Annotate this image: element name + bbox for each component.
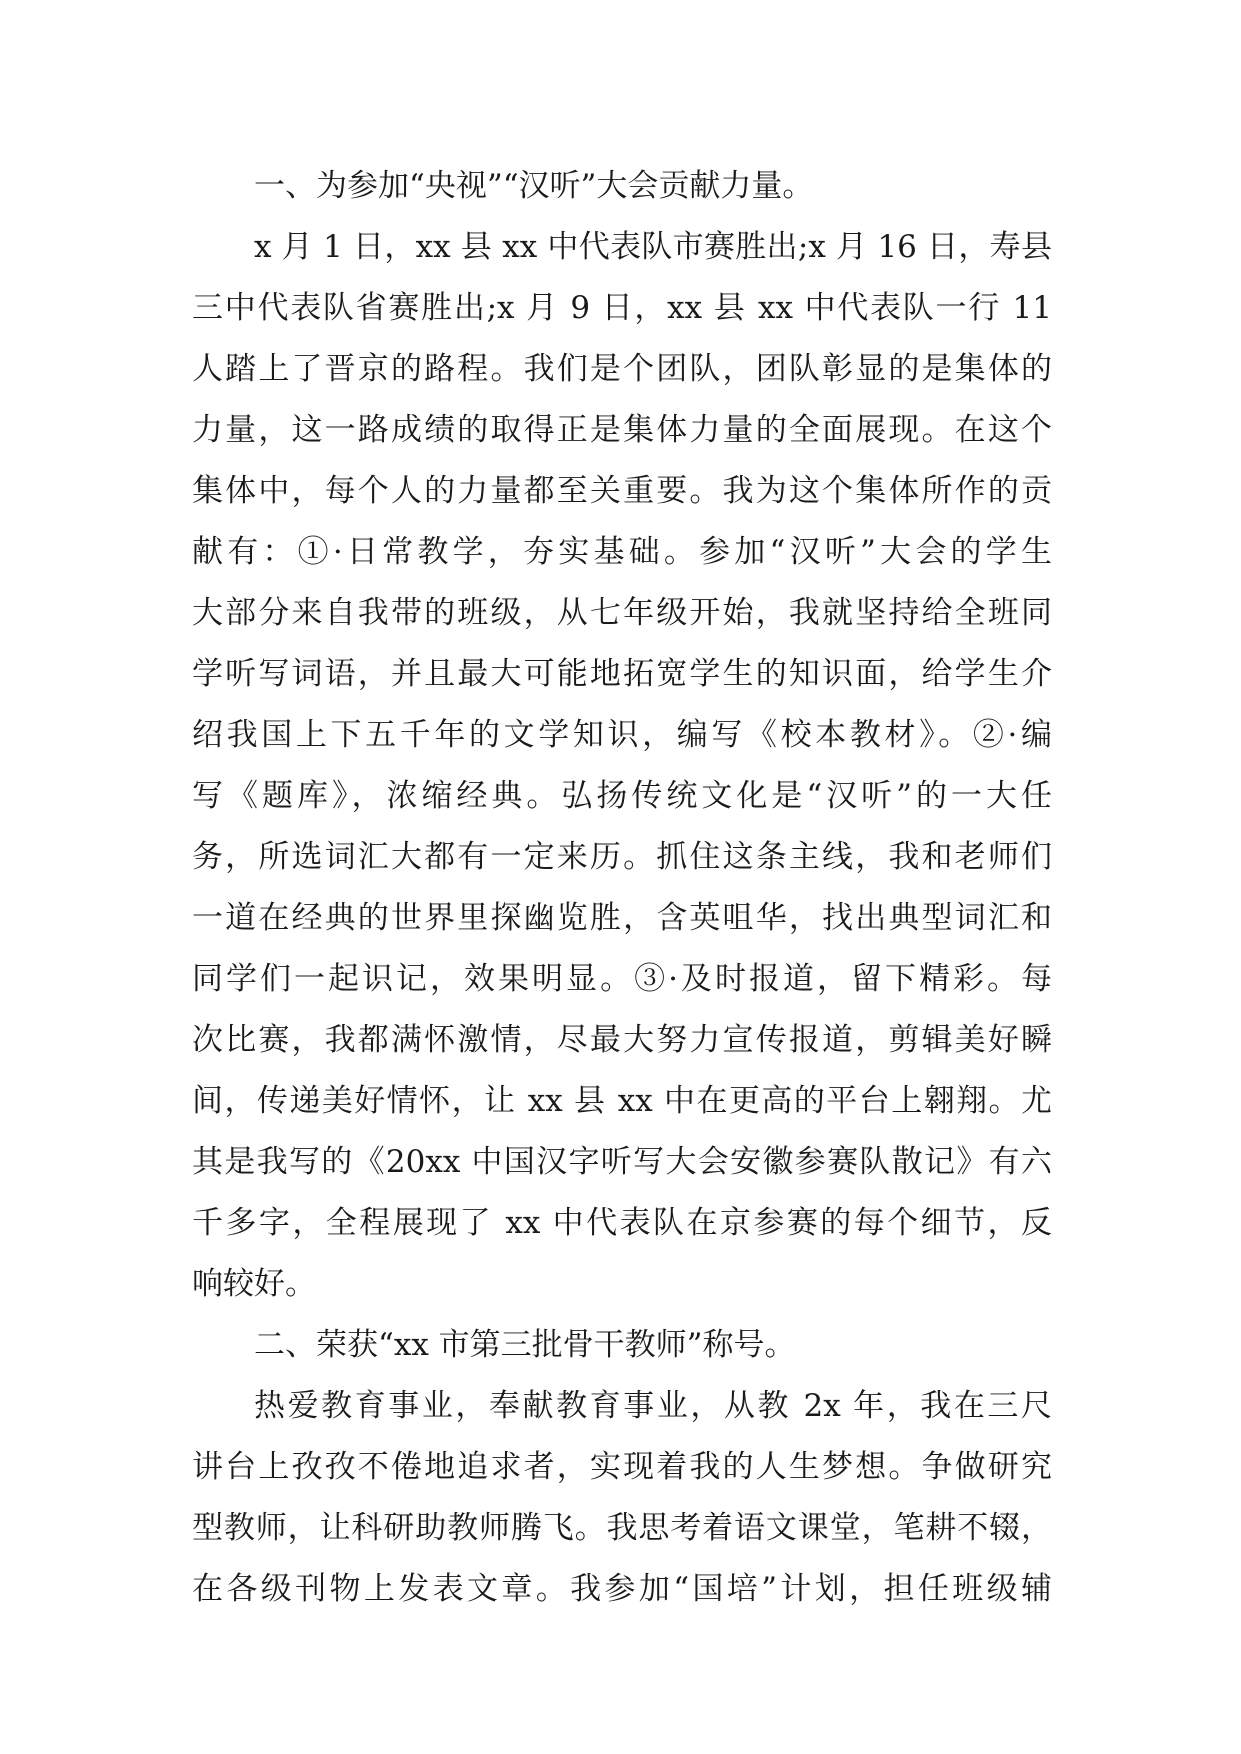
paragraph-line: 间，传递美好情怀，让 xx 县 xx 中在更高的平台上翱翔。尤	[192, 1083, 1052, 1119]
paragraph-line: 型教师，让科研助教师腾飞。我思考着语文课堂，笔耕不辍，	[192, 1510, 1052, 1546]
paragraph-line: 人踏上了晋京的路程。我们是个团队，团队彰显的是集体的	[192, 351, 1052, 387]
paragraph-line: 讲台上孜孜不倦地追求者，实现着我的人生梦想。争做研究	[192, 1449, 1052, 1485]
paragraph-line: 力量，这一路成绩的取得正是集体力量的全面展现。在这个	[192, 412, 1052, 448]
paragraph-line: 千多字，全程展现了 xx 中代表队在京参赛的每个细节，反	[192, 1205, 1052, 1241]
paragraph-line: 写《题库》，浓缩经典。弘扬传统文化是“汉听”的一大任	[192, 778, 1052, 814]
paragraph-line: 三中代表队省赛胜出;x 月 9 日，xx 县 xx 中代表队一行 11	[192, 290, 1052, 326]
paragraph-line: 热爱教育事业，奉献教育事业，从教 2x 年，我在三尺	[254, 1388, 1052, 1424]
paragraph-line: 同学们一起识记，效果明显。③·及时报道，留下精彩。每	[192, 961, 1052, 997]
paragraph-line: 次比赛，我都满怀激情，尽最大努力宣传报道，剪辑美好瞬	[192, 1022, 1052, 1058]
paragraph-line: 大部分来自我带的班级，从七年级开始，我就坚持给全班同	[192, 595, 1052, 631]
paragraph-line: 献有：①·日常教学，夯实基础。参加“汉听”大会的学生	[192, 534, 1052, 570]
paragraph-line: 绍我国上下五千年的文学知识，编写《校本教材》。②·编	[192, 717, 1052, 753]
paragraph-line: 学听写词语，并且最大可能地拓宽学生的知识面，给学生介	[192, 656, 1052, 692]
paragraph-line: 务，所选词汇大都有一定来历。抓住这条主线，我和老师们	[192, 839, 1052, 875]
section-heading-1: 一、为参加“央视”“汉听”大会贡献力量。	[254, 168, 814, 204]
paragraph-line: 集体中，每个人的力量都至关重要。我为这个集体所作的贡	[192, 473, 1052, 509]
paragraph-line: 其是我写的《20xx 中国汉字听写大会安徽参赛队散记》有六	[192, 1144, 1052, 1180]
paragraph-line: 响较好。	[192, 1266, 316, 1302]
paragraph-line: 一道在经典的世界里探幽览胜，含英咀华，找出典型词汇和	[192, 900, 1052, 936]
paragraph-line: 在各级刊物上发表文章。我参加“国培”计划，担任班级辅	[192, 1571, 1052, 1607]
document-body	[192, 156, 1052, 1620]
paragraph-line: x 月 1 日，xx 县 xx 中代表队市赛胜出;x 月 16 日，寿县	[254, 229, 1052, 265]
section-heading-2: 二、荣获“xx 市第三批骨干教师”称号。	[254, 1327, 796, 1363]
